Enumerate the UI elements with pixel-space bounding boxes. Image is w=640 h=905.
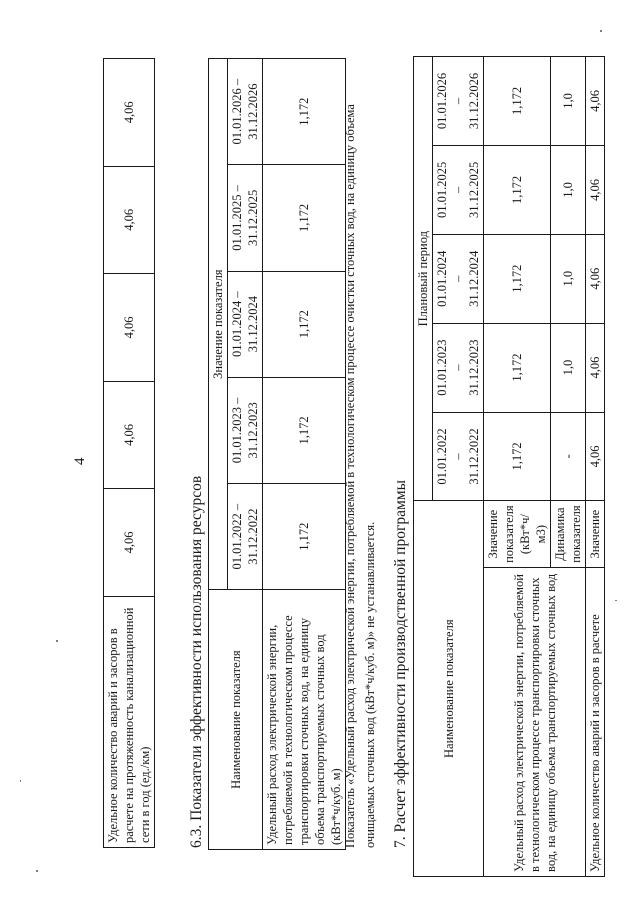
row-label: Удельное количество аварий и засоров в расчете на протяженность канализационной сети в год (ед./км)	[104, 596, 155, 847]
period-header	[433, 145, 484, 234]
period-end: 31.12.2023	[467, 339, 481, 396]
value-cell: -	[551, 412, 586, 501]
table-row	[586, 57, 605, 877]
value-cell: 1,172	[484, 145, 551, 234]
value-cell: 1,172	[484, 412, 551, 501]
value-cell: 4,06	[104, 381, 155, 489]
period-dash: –	[451, 186, 465, 193]
value-cell: 1,172	[484, 323, 551, 412]
table-row	[484, 57, 551, 877]
period-header: 01.01.2022 – 31.12.2022	[228, 484, 263, 590]
value-cell: 1,172	[263, 59, 346, 165]
period-end: 31.12.2024	[467, 250, 481, 307]
period-header	[433, 234, 484, 323]
period-header	[433, 412, 484, 501]
period-end: 31.12.2026	[467, 72, 481, 130]
value-cell: 4,06	[104, 489, 155, 597]
period-start: 01.01.2024	[435, 250, 449, 307]
accidents-table	[103, 58, 155, 848]
period-start: 01.01.2022	[435, 428, 449, 485]
period-dash: –	[451, 97, 465, 105]
row-label: Удельный расход электрической энергии, потребляемой в технологическом процессе транспортировки сточных вод, на единицу объема транспортируемых сточных вод (кВт*ч/куб. м)	[263, 590, 346, 850]
table-row	[104, 59, 155, 848]
table-header-row	[209, 59, 228, 850]
period-dash: –	[451, 364, 465, 371]
section-6-3-heading: 6.3. Показатели эффективности использования ресурсов	[188, 475, 205, 848]
value-cell: 4,06	[586, 412, 605, 501]
column-header-name: Наименование показателя	[414, 501, 484, 877]
value-cell: 1,0	[551, 323, 586, 412]
period-end: 31.12.2022	[467, 428, 481, 485]
note-paragraph: Показатель «Удельный расход электрической энергии, потребляемой в технологическом процессе очистки сточных вод, на единицу объема очищаемых сточных вод (кВт*ч/куб. м)» не устанавливается.	[343, 104, 377, 848]
period-dash: –	[451, 453, 465, 460]
value-cell: 1,172	[263, 484, 346, 590]
period-end: 31.12.2025	[467, 161, 481, 218]
resource-efficiency-table	[208, 58, 346, 850]
value-cell: 4,06	[104, 274, 155, 382]
period-start: 01.01.2026	[435, 72, 449, 130]
period-header	[433, 57, 484, 146]
value-cell: 1,172	[484, 234, 551, 323]
row-label: Удельный расход электрической энергии, потребляемой в технологическом процессе транспортировки сточных вод, на единицу объема транспортируемых сточных вод	[484, 567, 586, 876]
table-row	[263, 59, 346, 850]
column-header-value: Значение показателя	[209, 59, 228, 590]
period-header: 01.01.2025 – 31.12.2025	[228, 165, 263, 271]
value-cell: 1,172	[263, 271, 346, 377]
sub-label: Значение	[586, 501, 605, 568]
value-cell: 1,172	[263, 377, 346, 483]
period-start: 01.01.2025	[435, 161, 449, 218]
page-number: 4	[72, 457, 88, 465]
value-cell: 4,06	[586, 145, 605, 234]
value-cell: 1,172	[484, 57, 551, 146]
value-cell: 4,06	[586, 234, 605, 323]
column-header-period: Плановый период	[414, 57, 433, 501]
program-efficiency-table	[413, 56, 605, 877]
period-header	[433, 323, 484, 412]
value-cell: 1,0	[551, 57, 586, 146]
period-header: 01.01.2026 – 31.12.2026	[228, 59, 263, 165]
value-cell: 1,172	[263, 165, 346, 271]
value-cell: 4,06	[104, 166, 155, 274]
value-cell: 1,0	[551, 234, 586, 323]
value-cell: 4,06	[586, 57, 605, 146]
table-header-row	[414, 57, 433, 877]
value-cell: 4,06	[586, 323, 605, 412]
row-label: Удельное количество аварий и засоров в расчете	[586, 567, 605, 876]
value-cell: 4,06	[104, 59, 155, 167]
section-7-heading: 7. Расчет эффективности производственной программы	[392, 480, 409, 848]
sub-label: Динамика показателя	[551, 501, 586, 568]
period-header: 01.01.2023 – 31.12.2023	[228, 377, 263, 483]
period-dash: –	[451, 275, 465, 282]
period-start: 01.01.2023	[435, 339, 449, 396]
column-header-name: Наименование показателя	[209, 590, 263, 850]
period-header: 01.01.2024 – 31.12.2024	[228, 271, 263, 377]
value-cell: 1,0	[551, 145, 586, 234]
sub-label: Значение показателя (кВт*ч/м3)	[484, 501, 551, 568]
